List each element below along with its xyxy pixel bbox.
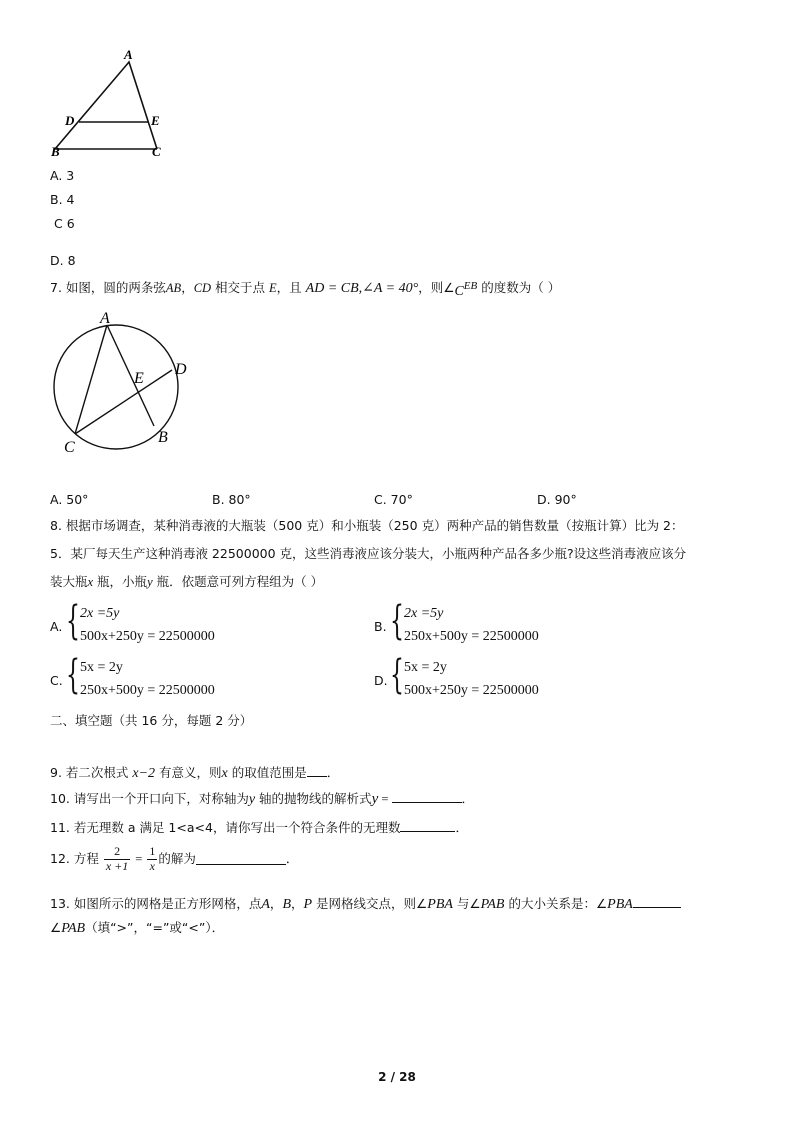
label-c: C xyxy=(64,439,75,456)
q6-option-c: C 6 xyxy=(54,216,75,231)
question-12: 12. 方程 $\frac{2}{x +1}$ = $\frac{1}{x}$ 的解为 ． xyxy=(50,844,299,873)
question-8-line-1: 8. 根据市场调查，某种消毒液的大瓶装（500 克）和小瓶装（250 克）两种产品的销售数量（按瓶计算）比为 2： xyxy=(50,518,684,533)
question-8-line-2: 5．某厂每天生产这种消毒液 22500000 克，这些消毒液应该分装大，小瓶两种产品各多少瓶?设这些消毒液应该分 xyxy=(50,546,687,561)
q6-option-b: B. 4 xyxy=(50,192,75,207)
question-13-line-1: 13. 如图所示的网格是正方形网格，点A，B，P 是网格线交点，则∠PBA 与∠PAB 的大小关系是：∠PBA xyxy=(50,896,681,912)
equation: 2x =5y xyxy=(80,606,120,621)
equation: 2x =5y xyxy=(404,606,444,621)
answer-blank[interactable] xyxy=(196,853,286,865)
q8-option-a-system: { 2x =5y 500x+250y = 22500000 xyxy=(66,598,215,644)
label-b: B xyxy=(51,144,60,159)
q8-option-b-label: B. xyxy=(374,619,387,634)
equation: 5x = 2y xyxy=(404,660,447,675)
label-e: E xyxy=(134,370,144,387)
question-13-line-2: ∠PAB（填“>”，“=”或“<”）． xyxy=(50,920,225,936)
fraction: $\frac{2}{x +1}$ xyxy=(105,844,129,873)
answer-blank[interactable] xyxy=(633,896,681,908)
label-b: B xyxy=(158,429,168,446)
question-8-line-3: 装大瓶x 瓶，小瓶y 瓶．依题意可列方程组为（ ） xyxy=(50,574,324,589)
triangle-figure xyxy=(46,48,176,160)
fraction: $\frac{1}{x}$ xyxy=(149,844,156,873)
question-9: 9. 若二次根式 x−2 有意义，则x 的取值范围是 ． xyxy=(50,765,340,781)
circle-figure xyxy=(44,308,204,458)
answer-blank[interactable] xyxy=(307,765,327,777)
label-c: C xyxy=(152,144,161,159)
page-number: 2 / 28 xyxy=(378,1070,416,1084)
section-heading: 二、填空题（共 16 分，每题 2 分） xyxy=(50,713,253,728)
equation: 250x+500y = 22500000 xyxy=(80,683,215,698)
label-d: D xyxy=(175,361,187,378)
label-a: A xyxy=(100,310,110,327)
q6-option-a: A. 3 xyxy=(50,168,75,183)
question-7: 7. 如图，圆的两条弦AB，CD 相交于点 E，且 AD = CB,∠A = 40°，则∠CEB 的度数为（ ） xyxy=(50,280,561,299)
q8-option-d-system: { 5x = 2y 500x+250y = 22500000 xyxy=(390,652,539,698)
question-10: 10. 请写出一个开口向下，对称轴为y 轴的抛物线的解析式y = ． xyxy=(50,791,475,807)
equation: 500x+250y = 22500000 xyxy=(80,629,215,644)
label-e: E xyxy=(151,113,160,128)
q8-option-c-system: { 5x = 2y 250x+500y = 22500000 xyxy=(66,652,215,698)
q7-option-b: B. 80° xyxy=(212,492,251,507)
answer-blank[interactable] xyxy=(400,820,455,832)
answer-blank[interactable] xyxy=(392,791,462,803)
equation: 250x+500y = 22500000 xyxy=(404,629,539,644)
q8-option-b-system: { 2x =5y 250x+500y = 22500000 xyxy=(390,598,539,644)
label-a: A xyxy=(124,47,133,62)
question-11: 11. 若无理数 a 满足 1<a<4，请你写出一个符合条件的无理数 ． xyxy=(50,820,468,835)
label-d: D xyxy=(65,113,75,128)
q8-option-a-label: A. xyxy=(50,619,63,634)
q8-option-c-label: C. xyxy=(50,673,63,688)
equation: 5x = 2y xyxy=(80,660,123,675)
q7-option-d: D. 90° xyxy=(537,492,577,507)
q8-option-d-label: D. xyxy=(374,673,388,688)
q7-option-a: A. 50° xyxy=(50,492,89,507)
q7-option-c: C. 70° xyxy=(374,492,413,507)
q6-option-d: D. 8 xyxy=(50,253,76,268)
equation: 500x+250y = 22500000 xyxy=(404,683,539,698)
